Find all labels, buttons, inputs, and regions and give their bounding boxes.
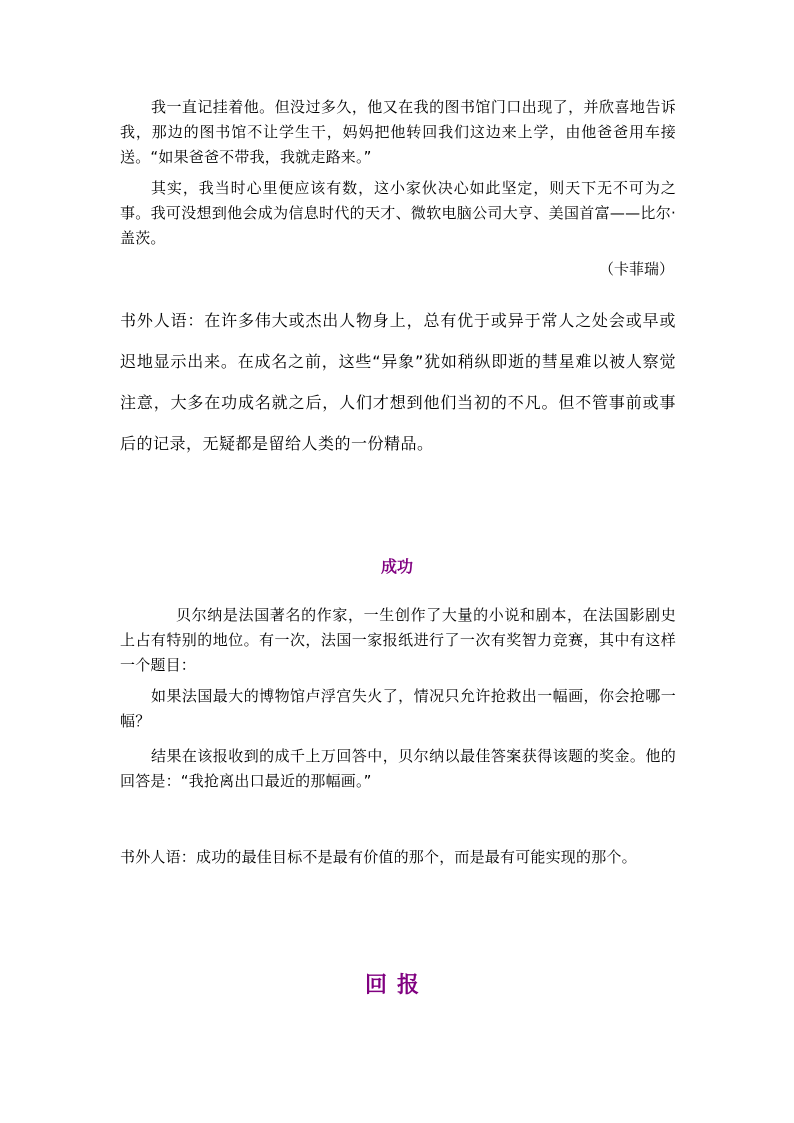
story-two-paragraph-2: 如果法国最大的博物馆卢浮宫失火了，情况只允许抢救出一幅画，你会抢哪一幅？ <box>120 687 676 730</box>
story-one-paragraph-1: 我一直记挂着他。但没过多久，他又在我的图书馆门口出现了，并欣喜地告诉我，那边的图书馆不让学生干，妈妈把他转回我们这边来上学，由他爸爸用车接送。“如果爸爸不带我，我就走路来。” <box>120 98 676 166</box>
story-two-title: 成功 <box>380 557 413 576</box>
story-three-title: 回报 <box>364 973 429 998</box>
story-two-aside: 书外人语：成功的最佳目标不是最有价值的那个，而是最有可能实现的那个。 <box>120 848 637 866</box>
story-one-attribution: （卡菲瑞） <box>598 260 674 278</box>
story-one-paragraph-2: 其实，我当时心里便应该有数，这小家伙决心如此坚定，则天下无不可为之事。我可没想到他会成为信息时代的天才、微软电脑公司大亨、美国首富——比尔·盖茨。 <box>120 179 676 247</box>
story-two-paragraph-1: 贝尔纳是法国著名的作家，一生创作了大量的小说和剧本，在法国影剧史上占有特别的地位。有一次，法国一家报纸进行了一次有奖智力竞赛，其中有这样一个题目： <box>120 606 676 674</box>
story-two-paragraph-3: 结果在该报收到的成千上万回答中，贝尔纳以最佳答案获得该题的奖金。他的回答是：“我抢离出口最近的那幅画。” <box>120 747 676 790</box>
story-one-aside: 书外人语：在许多伟大或杰出人物身上，总有优于或异于常人之处会或早或迟地显示出来。在成名之前，这些“异象”犹如稍纵即逝的彗星难以被人察觉注意，大多在功成名就之后，人们才想到他们当初的不凡。但不管事前或事后的记录，无疑都是留给人类的一份精品。 <box>120 311 676 453</box>
